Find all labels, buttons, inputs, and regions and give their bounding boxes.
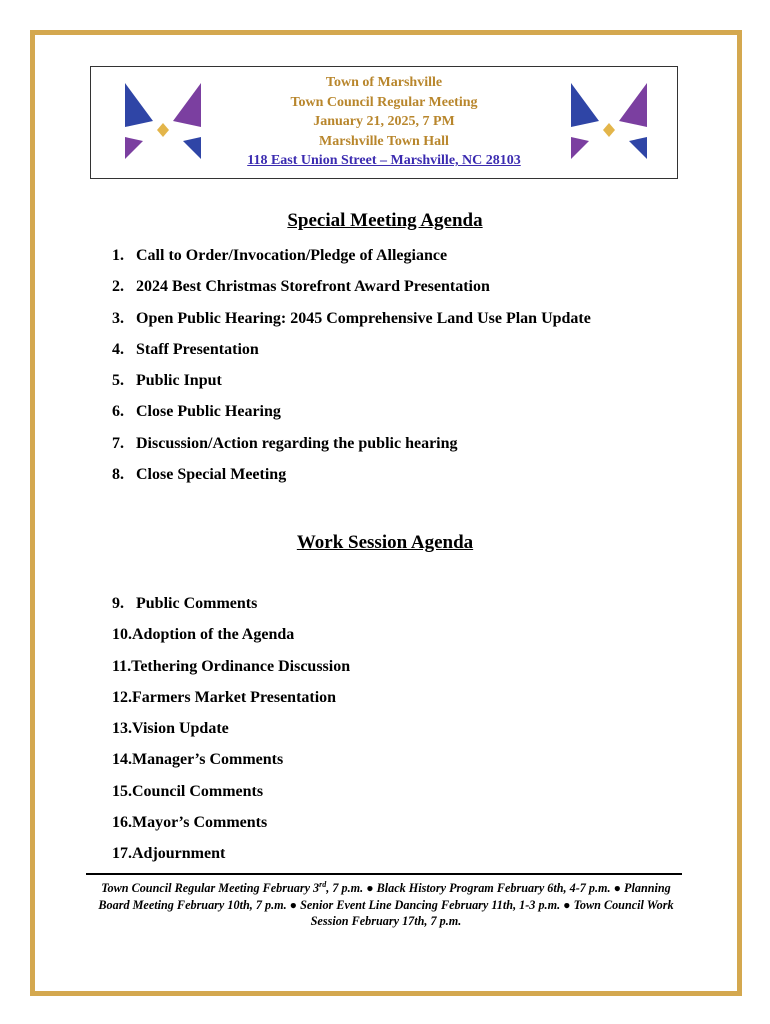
list-item <box>112 309 591 340</box>
item-text: Tethering Ordinance Discussion <box>131 657 351 675</box>
footer-divider <box>86 873 682 875</box>
footer-superscript: rd <box>319 880 327 889</box>
item-number: 7. <box>112 434 124 452</box>
item-number: 6. <box>112 403 124 421</box>
item-number: 14. <box>112 751 132 769</box>
item-text: 2024 Best Christmas Storefront Award Presentation <box>136 278 490 296</box>
item-text: Close Public Hearing <box>136 403 281 421</box>
footer-text-start: Town Council Regular Meeting February 3 <box>101 881 320 896</box>
item-text: Mayor’s Comments <box>132 814 268 832</box>
item-text: Vision Update <box>132 720 229 738</box>
list-item <box>112 465 591 496</box>
upcoming-events-footer <box>86 877 686 930</box>
list-item <box>112 625 350 656</box>
work-session-title: Work Session Agenda <box>296 532 474 553</box>
header-box <box>90 66 678 179</box>
item-text: Staff Presentation <box>136 340 259 358</box>
list-item <box>112 594 350 625</box>
item-number: 13. <box>112 720 132 738</box>
special-agenda-list <box>112 246 591 496</box>
item-number: 1. <box>112 247 124 264</box>
list-item <box>112 340 591 371</box>
item-text: Close Special Meeting <box>136 466 287 484</box>
item-number: 8. <box>112 466 124 484</box>
meeting-name: Town Council Regular Meeting <box>290 94 478 110</box>
item-number: 15. <box>112 782 132 800</box>
list-item <box>112 719 350 750</box>
item-number: 4. <box>112 340 124 358</box>
town-name: Town of Marshville <box>325 75 443 90</box>
list-item <box>112 657 350 688</box>
item-text: Public Comments <box>136 595 258 612</box>
list-item <box>112 844 350 875</box>
meeting-date: January 21, 2025, 7 PM <box>313 114 455 129</box>
special-meeting-title: Special Meeting Agenda <box>287 210 483 231</box>
item-text: Public Input <box>136 372 222 390</box>
list-item <box>112 246 591 277</box>
item-number: 10. <box>112 626 132 644</box>
item-number: 16. <box>112 814 132 832</box>
item-number: 17. <box>112 845 132 863</box>
item-text: Council Comments <box>132 782 264 800</box>
item-text: Discussion/Action regarding the public hearing <box>136 434 458 452</box>
list-item <box>112 371 591 402</box>
item-number: 2. <box>112 278 124 296</box>
footer-text-rest: , 7 p.m. ● Black History Program February 6th, 4-7 p.m. ● Planning Board Meeting February 10th, 7 p.m. ● Senior Event Line Dancing February 11th, 1-3 p.m. ● Town Council Work Session February 17th, 7 p.m. <box>98 881 674 929</box>
list-item <box>112 402 591 433</box>
item-text: Adjournment <box>132 845 226 863</box>
item-number: 12. <box>112 688 132 706</box>
list-item <box>112 813 350 844</box>
meeting-venue: Marshville Town Hall <box>319 133 449 149</box>
list-item <box>112 750 350 781</box>
item-number: 9. <box>112 595 124 612</box>
list-item <box>112 434 591 465</box>
item-text: Open Public Hearing: 2045 Comprehensive Land Use Plan Update <box>136 309 591 327</box>
item-number: 3. <box>112 309 124 327</box>
list-item <box>112 782 350 813</box>
list-item <box>112 277 591 308</box>
item-text: Adoption of the Agenda <box>132 626 295 644</box>
header-text <box>91 73 677 171</box>
item-text: Call to Order/Invocation/Pledge of Allegiance <box>136 247 448 264</box>
venue-address-link[interactable]: 118 East Union Street – Marshville, NC 28103 <box>247 153 521 168</box>
item-number: 11. <box>112 657 132 675</box>
work-agenda-list <box>112 594 350 876</box>
item-number: 5. <box>112 372 124 390</box>
item-text: Farmers Market Presentation <box>132 688 337 706</box>
list-item <box>112 688 350 719</box>
item-text: Manager’s Comments <box>132 751 284 769</box>
